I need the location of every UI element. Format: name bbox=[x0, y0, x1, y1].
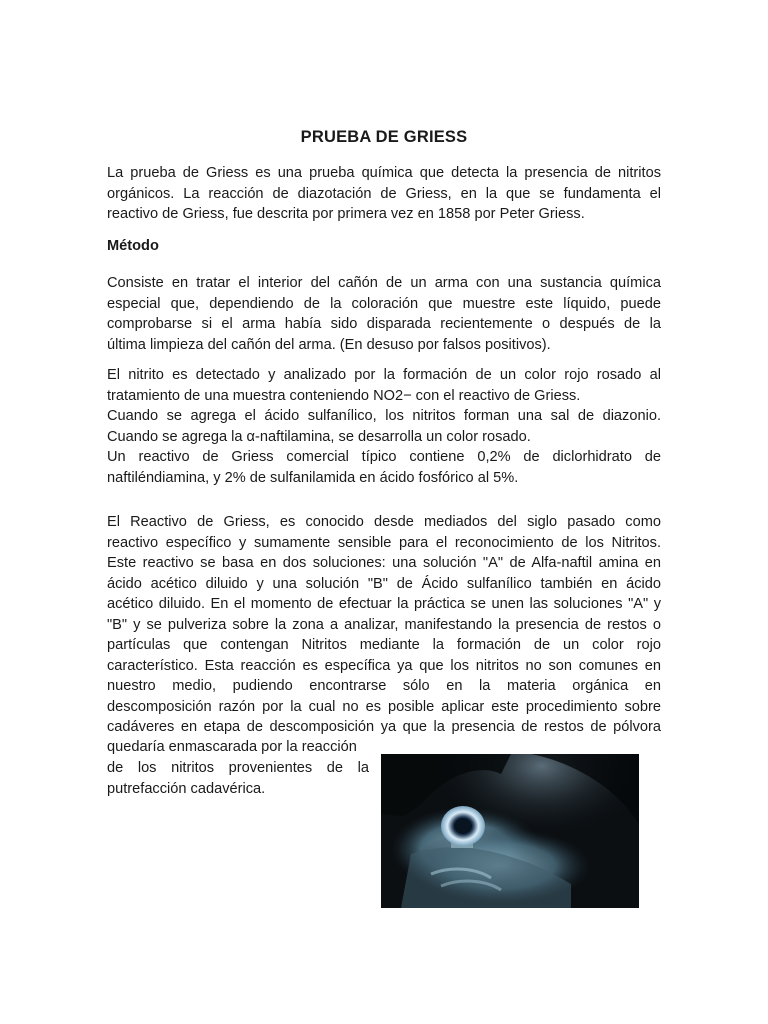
gun-photo bbox=[381, 754, 639, 908]
text-line: especial que, dependiendo de la coloración que muestre este líquido, puede bbox=[107, 295, 661, 312]
text-line: Este reactivo se basa en dos soluciones: una solución "A" de Alfa-naftil amina en bbox=[107, 555, 661, 571]
text-line: cadáveres en etapa de descomposición ya que la presencia de restos de pólvora bbox=[107, 719, 661, 735]
text-line: Cuando se agrega el ácido sulfanílico, los nitritos forman una sal de diazonio. bbox=[107, 408, 661, 424]
document-title: PRUEBA DE GRIESS bbox=[300, 128, 468, 146]
text-line: ácido acético diluido y una solución "B" de Ácido sulfanílico también en ácido bbox=[107, 575, 661, 592]
text-line: característico. Esta reacción es específica ya que los nitritos no son comunes en bbox=[107, 657, 661, 674]
text-line: La prueba de Griess es una prueba química que detecta la presencia de nitritos bbox=[107, 165, 661, 181]
text-line: Consiste en tratar el interior del cañón de un arma con una sustancia química bbox=[107, 275, 661, 291]
tail-paragraph bbox=[107, 737, 369, 800]
text-line: quedaría enmascarada por la reacción bbox=[107, 739, 357, 755]
text-line: última limpieza del cañón del arma. (En desuso por falsos positivos). bbox=[107, 336, 551, 353]
text-line: descomposición razón por la cual no es posible aplicar este procedimiento sobre bbox=[107, 698, 661, 715]
text-line: reactivo de Griess, fue descrita por primera vez en 1858 por Peter Griess. bbox=[107, 206, 585, 222]
text-line: partículas que contengan Nitritos mediante la formación de un color rojo bbox=[107, 637, 661, 653]
text-line: Un reactivo de Griess comercial típico contiene 0,2% de diclorhidrato de bbox=[107, 449, 661, 465]
text-line: nuestro medio, pudiendo encontrarse sólo en la materia orgánica en bbox=[107, 678, 661, 694]
gun-photo-illustration bbox=[381, 754, 639, 908]
text-line: putrefacción cadavérica. bbox=[107, 781, 266, 797]
method-heading: Método bbox=[107, 238, 159, 254]
text-line: comprobarse si el arma había sido disparada recientemente o después de la bbox=[107, 316, 661, 332]
nitrite-paragraph bbox=[107, 365, 661, 488]
text-line: El Reactivo de Griess, es conocido desde mediados del siglo pasado como bbox=[107, 514, 661, 530]
text-line: tratamiento de una muestra conteniendo NO2− con el reactivo de Griess. bbox=[107, 387, 581, 404]
text-line: Cuando se agrega la α-naftilamina, se desarrolla un color rosado. bbox=[107, 428, 531, 445]
text-line: naftiléndiamina, y 2% de sulfanilamida en ácido fosfórico al 5%. bbox=[107, 469, 519, 486]
intro-paragraph bbox=[107, 163, 661, 225]
method-paragraph bbox=[107, 273, 661, 355]
text-line: "B" y se pulveriza sobre la zona a analizar, manifestando la presencia de restos o bbox=[107, 616, 661, 633]
reagent-paragraph bbox=[107, 512, 661, 738]
text-line: orgánicos. La reacción de diazotación de Griess, en la que se fundamenta el bbox=[107, 185, 661, 202]
text-line: reactivo específico y sumamente sensible para el reconocimiento de los Nitritos. bbox=[107, 534, 661, 551]
text-line: acético diluido. En el momento de efectuar la práctica se unen las soluciones "A" y bbox=[107, 596, 661, 612]
text-line: El nitrito es detectado y analizado por la formación de un color rojo rosado al bbox=[107, 367, 661, 383]
text-line: de los nitritos provenientes de la bbox=[107, 760, 369, 776]
